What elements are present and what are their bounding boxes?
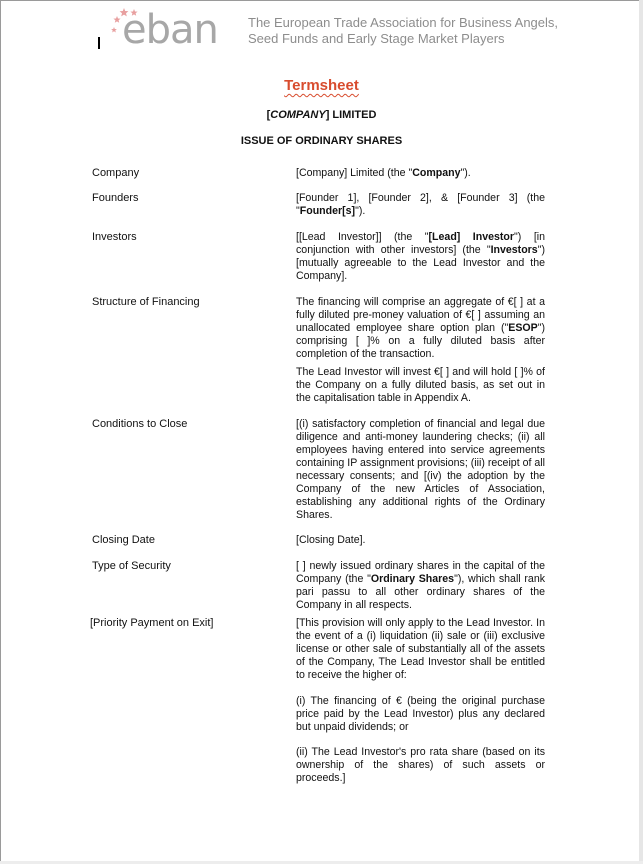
header-tagline <box>248 15 558 47</box>
row-value-priority-p2: (i) The financing of € (being the original purchase price paid by the Lead Investor) plus any declared but unpaid dividends; or <box>296 695 545 733</box>
row-value-company: [Company] Limited (the "Company"). <box>296 167 471 179</box>
row-value-closing: [Closing Date]. <box>296 534 366 546</box>
row-value-priority-p1: [This provision will only apply to the Lead Investor. In the event of a (i) liquidation (ii) sale or (iii) exclusive license or other sale of substantially all of the assets of the Company, The Lead Investor shall be entitled to receive the higher of: <box>296 617 545 681</box>
row-label-priority: [Priority Payment on Exit] <box>90 617 214 629</box>
row-label-closing: Closing Date <box>92 534 155 546</box>
row-label-founders: Founders <box>92 192 139 204</box>
document-title: Termsheet <box>284 77 359 94</box>
row-value-structure-p1: The financing will comprise an aggregate of €[ ] at a fully diluted pre-money valuation of €[ ] assuming an unallocated employee share option plan ("ESOP") comprising [ ]% on a fully diluted basis after completion of the transaction. <box>296 296 545 360</box>
row-value-investors: [[Lead Investor]] (the "[Lead] Investor") [in conjunction with other investors] (the "Investors") [mutually agreeable to the Lead Investor and the Company]. <box>296 231 546 282</box>
row-label-company: Company <box>92 167 140 179</box>
row-value-conditions: [(i) satisfactory completion of financial and legal due diligence and anti-money laundering checks; (ii) all employees having entered into service agreements containing IP assignment provisions; (iii) receipt of all necessary consents; and [(iv) the adoption by the Company of the new Articles of Association, establishing any additional rights of the Ordinary Shares. <box>296 418 545 521</box>
row-value-priority-p3: (ii) The Lead Investor's pro rata share (based on its ownership of the shares) of such assets or proceeds.] <box>296 746 545 784</box>
row-label-conditions: Conditions to Close <box>92 418 188 430</box>
row-label-security: Type of Security <box>92 560 171 572</box>
row-value-security: [ ] newly issued ordinary shares in the capital of the Company (the "Ordinary Shares"), which shall rank pari passu to all other ordinary shares of the Company in all respects. <box>296 560 546 611</box>
row-label-structure: Structure of Financing <box>92 296 200 308</box>
company-heading: [COMPANY] LIMITED <box>266 109 377 121</box>
tagline-line-2: Seed Funds and Early Stage Market Players <box>248 31 505 46</box>
row-value-founders: [Founder 1], [Founder 2], & [Founder 3] (the "Founder[s]"). <box>296 192 545 217</box>
eban-logo <box>110 6 230 53</box>
logo-wordmark: eban <box>122 7 218 53</box>
tagline-line-1: The European Trade Association for Business Angels, <box>248 15 559 30</box>
row-value-structure-p2: The Lead Investor will invest €[ ] and will hold [ ]% of the Company on a fully diluted basis, as set out in the capitalisation table in Appendix A. <box>296 366 545 404</box>
page-shadow-right <box>639 0 643 864</box>
row-label-investors: Investors <box>92 231 137 243</box>
text-cursor <box>98 37 100 49</box>
issue-heading: ISSUE OF ORDINARY SHARES <box>240 135 403 147</box>
